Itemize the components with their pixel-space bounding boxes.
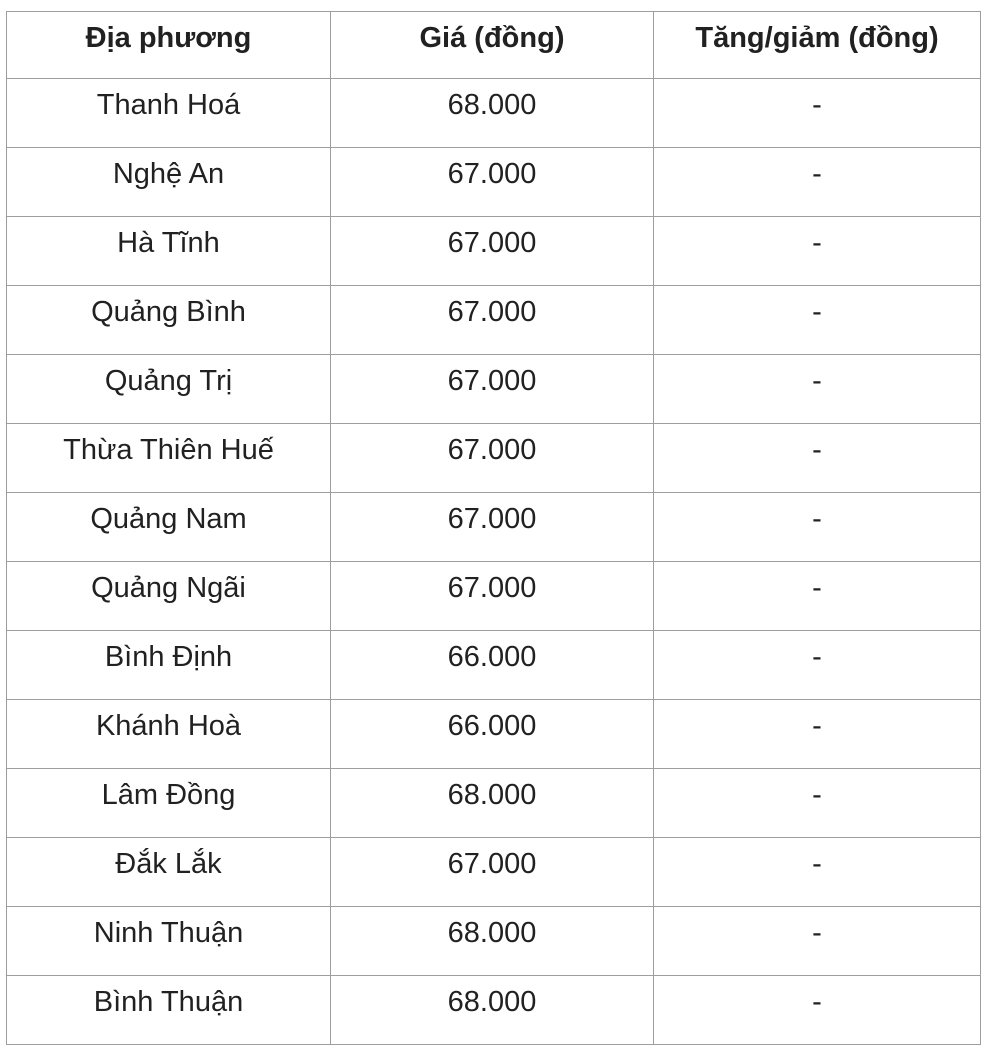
change-cell: -	[654, 631, 981, 700]
table-row	[7, 79, 981, 148]
change-cell: -	[654, 79, 981, 148]
table-row	[7, 838, 981, 907]
price-cell: 67.000	[331, 424, 654, 493]
column-header-price: Giá (đồng)	[331, 12, 654, 79]
price-cell: 67.000	[331, 286, 654, 355]
change-cell: -	[654, 217, 981, 286]
change-cell: -	[654, 424, 981, 493]
locality-cell: Quảng Ngãi	[7, 562, 331, 631]
table-row	[7, 700, 981, 769]
locality-cell: Ninh Thuận	[7, 907, 331, 976]
locality-cell: Quảng Bình	[7, 286, 331, 355]
price-table	[6, 11, 981, 1045]
header-row	[7, 12, 981, 79]
change-cell: -	[654, 286, 981, 355]
price-cell: 67.000	[331, 493, 654, 562]
change-cell: -	[654, 907, 981, 976]
price-cell: 67.000	[331, 562, 654, 631]
table-row	[7, 631, 981, 700]
price-cell: 66.000	[331, 631, 654, 700]
change-cell: -	[654, 148, 981, 217]
locality-cell: Lâm Đồng	[7, 769, 331, 838]
table-row	[7, 148, 981, 217]
locality-cell: Bình Thuận	[7, 976, 331, 1045]
price-cell: 66.000	[331, 700, 654, 769]
price-cell: 67.000	[331, 355, 654, 424]
price-cell: 67.000	[331, 148, 654, 217]
locality-cell: Hà Tĩnh	[7, 217, 331, 286]
table-row	[7, 286, 981, 355]
price-cell: 68.000	[331, 79, 654, 148]
locality-cell: Bình Định	[7, 631, 331, 700]
change-cell: -	[654, 769, 981, 838]
change-cell: -	[654, 493, 981, 562]
column-header-locality: Địa phương	[7, 12, 331, 79]
column-header-change: Tăng/giảm (đồng)	[654, 12, 981, 79]
table-row	[7, 562, 981, 631]
locality-cell: Thừa Thiên Huế	[7, 424, 331, 493]
locality-cell: Đắk Lắk	[7, 838, 331, 907]
locality-cell: Nghệ An	[7, 148, 331, 217]
table-row	[7, 493, 981, 562]
price-cell: 68.000	[331, 907, 654, 976]
price-cell: 67.000	[331, 838, 654, 907]
price-cell: 68.000	[331, 976, 654, 1045]
change-cell: -	[654, 562, 981, 631]
locality-cell: Quảng Nam	[7, 493, 331, 562]
table-row	[7, 769, 981, 838]
price-cell: 67.000	[331, 217, 654, 286]
locality-cell: Quảng Trị	[7, 355, 331, 424]
locality-cell: Khánh Hoà	[7, 700, 331, 769]
table-body	[7, 79, 981, 1045]
locality-cell: Thanh Hoá	[7, 79, 331, 148]
table-row	[7, 907, 981, 976]
price-cell: 68.000	[331, 769, 654, 838]
table-row	[7, 355, 981, 424]
change-cell: -	[654, 838, 981, 907]
table-row	[7, 217, 981, 286]
change-cell: -	[654, 700, 981, 769]
table-row	[7, 424, 981, 493]
table-row	[7, 976, 981, 1045]
change-cell: -	[654, 355, 981, 424]
change-cell: -	[654, 976, 981, 1045]
